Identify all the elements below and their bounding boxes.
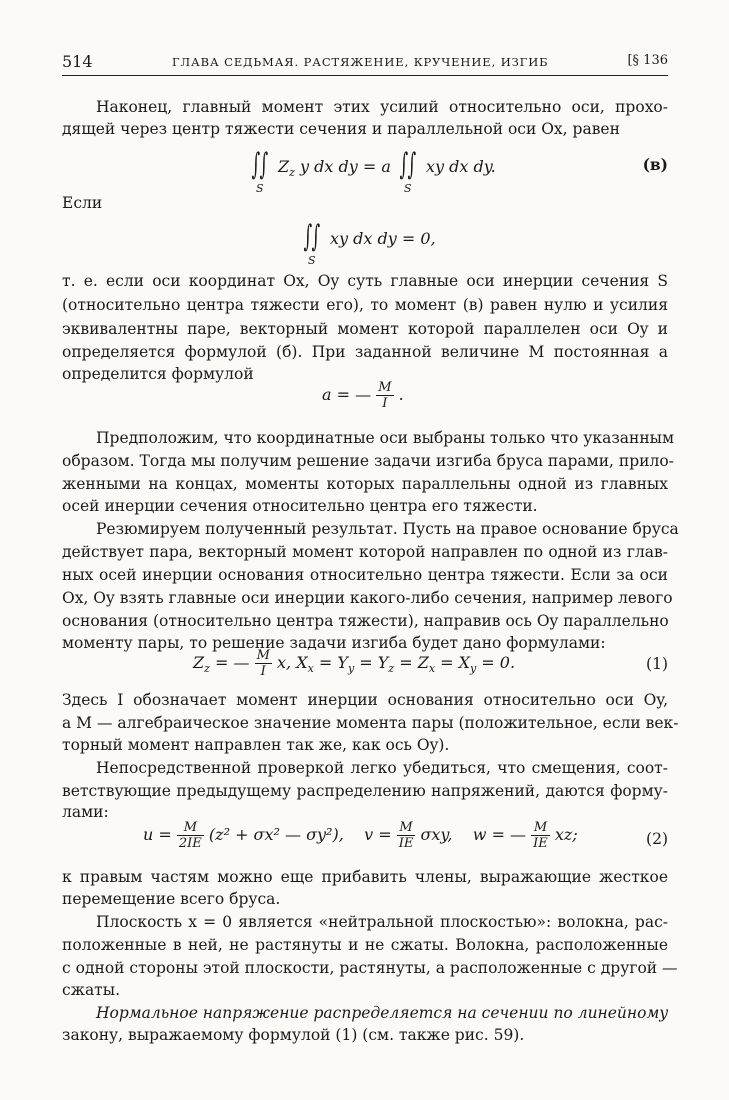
numerator: M [531, 820, 550, 836]
equation-text: u = [143, 825, 172, 844]
page-header [62, 52, 668, 76]
text-line: Плоскость x = 0 является «нейтральной плоскостью»: волокна, рас- [96, 913, 668, 931]
denominator: I [260, 664, 266, 679]
text-line: определяется формулой (б). При заданной величине M постоянная a [62, 343, 668, 361]
text-line: Резюмируем полученный результат. Пусть на правое основание бруса [96, 520, 679, 538]
equation-label: (1) [646, 655, 668, 673]
fraction [177, 820, 204, 851]
text-line: т. е. если оси координат Ox, Oy суть главные оси инерции сечения S [62, 272, 668, 290]
page-number: 514 [62, 52, 93, 71]
section-number: [§ 136 [627, 53, 668, 68]
text-line: определится формулой [62, 365, 254, 383]
text-line: дящей через центр тяжести сечения и параллельной оси Ox, равен [62, 120, 620, 138]
text-line: Если [62, 194, 103, 212]
equation-text: = X [435, 653, 470, 672]
equation-text: . [398, 385, 404, 404]
text-line: ных осей инерции основания относительно центра тяжести. Если за оси [62, 566, 668, 584]
subscript: z [204, 662, 210, 676]
text-line: Здесь I обозначает момент инерции основания относительно оси Oy, [62, 691, 668, 709]
text-line: Непосредственной проверкой легко убедиться, что смещения, соот- [96, 759, 668, 777]
equation-text: = 0. [476, 653, 516, 672]
denominator: IE [533, 836, 548, 851]
text-line: осей инерции сечения относительно центра его тяжести. [62, 497, 538, 515]
equation-text: y dx dy = a [300, 157, 391, 176]
running-title: ГЛАВА СЕДЬМАЯ. РАСТЯЖЕНИЕ, КРУЧЕНИЕ, ИЗГИБ [172, 55, 549, 69]
equation-text: = — [209, 653, 250, 672]
text-line: моменту пары, то решение задачи изгиба будет дано формулами: [62, 634, 606, 652]
text-line: (относительно центра тяжести его), то момент (в) равен нулю и усилия [62, 296, 668, 314]
subscript: x [307, 662, 314, 676]
equation-rhs: xy dx dy. [426, 157, 496, 176]
text-line: образом. Тогда мы получим решение задачи изгиба бруса парами, прило- [62, 452, 674, 470]
denominator: IE [398, 836, 414, 851]
equation-b [248, 147, 518, 198]
text-line: лами: [62, 803, 109, 821]
equation-2 [143, 820, 578, 851]
subscript: z [289, 166, 295, 180]
text-line: Наконец, главный момент этих усилий относительно оси, прохо- [96, 98, 668, 116]
equation-text: w = — [472, 825, 527, 844]
equation-label: (в) [642, 155, 668, 174]
equation-label: (2) [646, 830, 668, 848]
text-line: Предположим, что координатные оси выбраны только что указанным [96, 429, 675, 447]
denominator: I [382, 396, 388, 411]
text-line: перемещение всего бруса. [62, 890, 281, 908]
equation-text: v = [364, 825, 392, 844]
text-line: Нормальное напряжение распределяется на сечении по линейному [96, 1004, 669, 1022]
equation-text: = Z [394, 653, 429, 672]
fraction [376, 380, 393, 411]
text-line: ветствующие предыдущему распределению напряжений, даются форму- [62, 782, 668, 800]
equation-lhs [278, 157, 391, 179]
text-line: закону, выражаемому формулой (1) (см. также рис. 59). [62, 1026, 525, 1044]
text-line: женными на концах, моменты которых параллельны одной из главных [62, 475, 668, 493]
fraction [397, 820, 416, 851]
equation-a [322, 380, 404, 411]
equation-text: = Y [354, 653, 389, 672]
numerator: M [378, 380, 392, 395]
double-integral-sign: ∫∫ [303, 219, 320, 254]
double-integral-sign: ∫∫ [399, 147, 416, 182]
double-integral-sign: ∫∫ [251, 147, 268, 182]
numerator: M [256, 648, 270, 663]
equation-text: x, X [277, 653, 308, 672]
subscript: x [428, 662, 436, 676]
text-line: торный момент направлен так же, как ось Oy). [62, 736, 450, 754]
text-line: с одной стороны этой плоскости, растянуты, а расположенные с другой — [62, 959, 678, 977]
fraction [531, 820, 550, 851]
denominator: 2IE [178, 836, 202, 851]
integration-region: S [308, 254, 316, 267]
text-line: Ox, Oy взять главные оси инерции какого-либо сечения, например левого [62, 589, 673, 607]
integration-region: S [256, 182, 264, 195]
symbol: Z [193, 653, 205, 672]
numerator: M [177, 820, 204, 836]
text-line: основания (относительно центра тяжести), направив ось Oy параллельно [62, 612, 669, 630]
subscript: y [470, 662, 477, 676]
equation-text: xy dx dy = 0, [330, 229, 436, 248]
subscript: y [347, 662, 355, 676]
equation-text: (z² + σx² — σy²), [208, 825, 344, 844]
equation-text: a = — [322, 385, 372, 404]
equation-text: = Y [313, 653, 348, 672]
text-line: сжаты. [62, 981, 121, 999]
text-line: эквивалентны паре, векторный момент которой параллелен оси Oy и [62, 320, 668, 338]
numerator: M [397, 820, 416, 836]
text-line: действует пара, векторный момент которой направлен по одной из глав- [62, 543, 668, 561]
subscript: z [388, 662, 395, 676]
symbol: Z [278, 157, 290, 176]
equation-text: xz; [554, 825, 578, 844]
equation-1 [193, 648, 515, 679]
equation-text: σxy, [420, 825, 453, 844]
header-rule [62, 75, 668, 76]
equation-zero [300, 219, 450, 268]
fraction [255, 648, 272, 679]
integration-region: S [404, 182, 412, 195]
text-line: а M — алгебраическое значение момента пары (положительное, если век- [62, 714, 679, 732]
text-line: положенные в ней, не растянуты и не сжаты. Волокна, расположенные [62, 936, 668, 954]
text-line: к правым частям можно еще прибавить члены, выражающие жесткое [62, 868, 668, 886]
